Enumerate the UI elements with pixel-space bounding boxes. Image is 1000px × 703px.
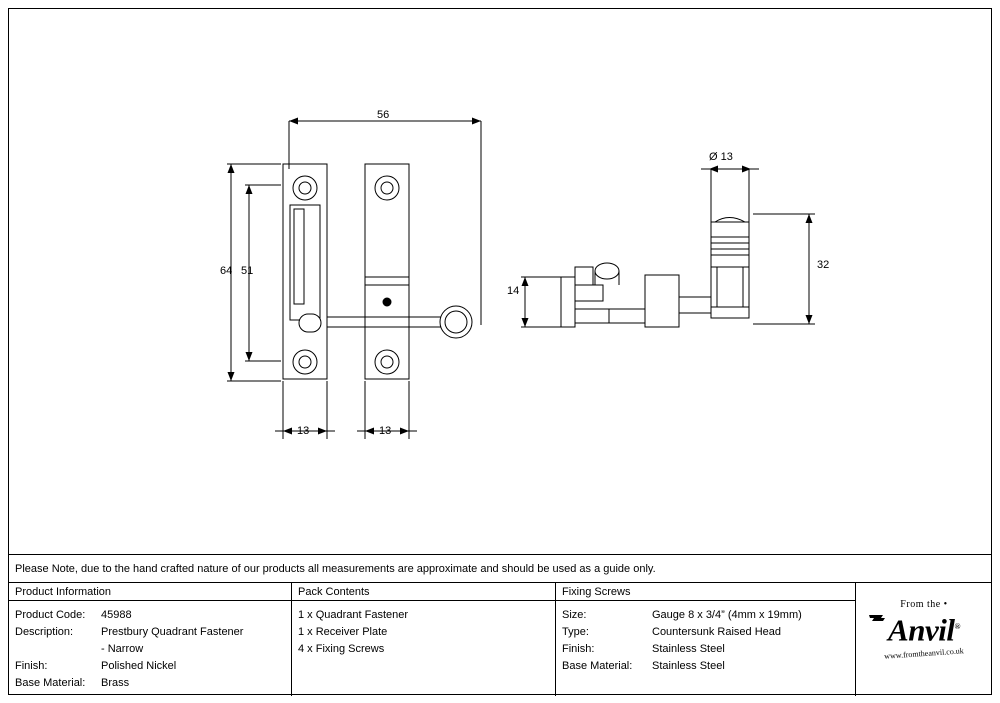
description-value-cont: - Narrow [101, 643, 144, 655]
base-material-value: Brass [101, 677, 130, 689]
brand-logo [856, 583, 992, 696]
finish-label: Finish: [15, 660, 48, 672]
fixing-screws-header: Fixing Screws [556, 583, 855, 601]
fixing-screws-column [555, 583, 855, 696]
product-code-label: Product Code: [15, 609, 86, 621]
info-table [9, 582, 991, 695]
product-drawing-svg [9, 9, 991, 554]
list-item: 1 x Receiver Plate [298, 626, 388, 638]
product-information-header: Product Information [9, 583, 291, 601]
screw-finish-label: Finish: [562, 643, 595, 655]
dim-knob-diameter: Ø 13 [709, 151, 733, 163]
product-code-value: 45988 [101, 609, 132, 621]
brand-logo-column [855, 583, 991, 696]
brand-tagline: From the • [900, 599, 948, 610]
list-item: 4 x Fixing Screws [298, 643, 385, 655]
product-information-column [9, 583, 291, 696]
dim-overall-width: 56 [377, 109, 390, 121]
brand-name-text: Anvil [888, 612, 955, 648]
brand-logo-text [862, 599, 986, 662]
screw-size-value: Gauge 8 x 3/4” (4mm x 19mm) [652, 609, 802, 621]
dim-plate-width-left: 13 [297, 425, 310, 437]
finish-value: Polished Nickel [101, 660, 177, 672]
dim-side-depth: 14 [507, 285, 520, 297]
measurement-note-text: Please Note, due to the hand crafted nature of our products all measurements are approximate and should be used as a guide only. [15, 562, 656, 575]
screw-finish-value: Stainless Steel [652, 643, 725, 655]
table-row [15, 675, 291, 692]
screw-base-material-value: Stainless Steel [652, 660, 725, 672]
table-row [15, 658, 291, 675]
table-row [562, 658, 855, 675]
screw-type-label: Type: [562, 626, 589, 638]
table-row [562, 607, 855, 624]
screw-base-material-label: Base Material: [562, 660, 633, 672]
description-label: Description: [15, 626, 74, 638]
description-label-cont [15, 641, 101, 658]
base-material-label: Base Material: [15, 677, 86, 689]
brand-url: www.fromtheanvil.co.uk [883, 646, 965, 662]
pack-contents-column [291, 583, 555, 696]
dim-side-height: 32 [817, 259, 830, 271]
table-row [15, 624, 291, 641]
table-row [562, 624, 855, 641]
list-item: 1 x Quadrant Fastener [298, 609, 409, 621]
pack-contents-body [292, 601, 555, 658]
dim-plate-width-right: 13 [379, 425, 392, 437]
screw-type-value: Countersunk Raised Head [652, 626, 782, 638]
table-row [15, 641, 291, 658]
brand-name [862, 611, 986, 646]
table-row [562, 641, 855, 658]
fixing-screws-body [556, 601, 855, 675]
product-information-body [9, 601, 291, 692]
description-value: Prestbury Quadrant Fastener [101, 626, 244, 638]
dim-height-outer: 64 [220, 265, 233, 277]
pack-contents-header: Pack Contents [292, 583, 555, 601]
drawing-area [9, 9, 991, 554]
screw-size-label: Size: [562, 609, 587, 621]
dim-height-inner: 51 [241, 265, 254, 277]
table-row [15, 607, 291, 624]
measurement-note [9, 554, 991, 582]
registered-mark: ® [954, 622, 960, 631]
